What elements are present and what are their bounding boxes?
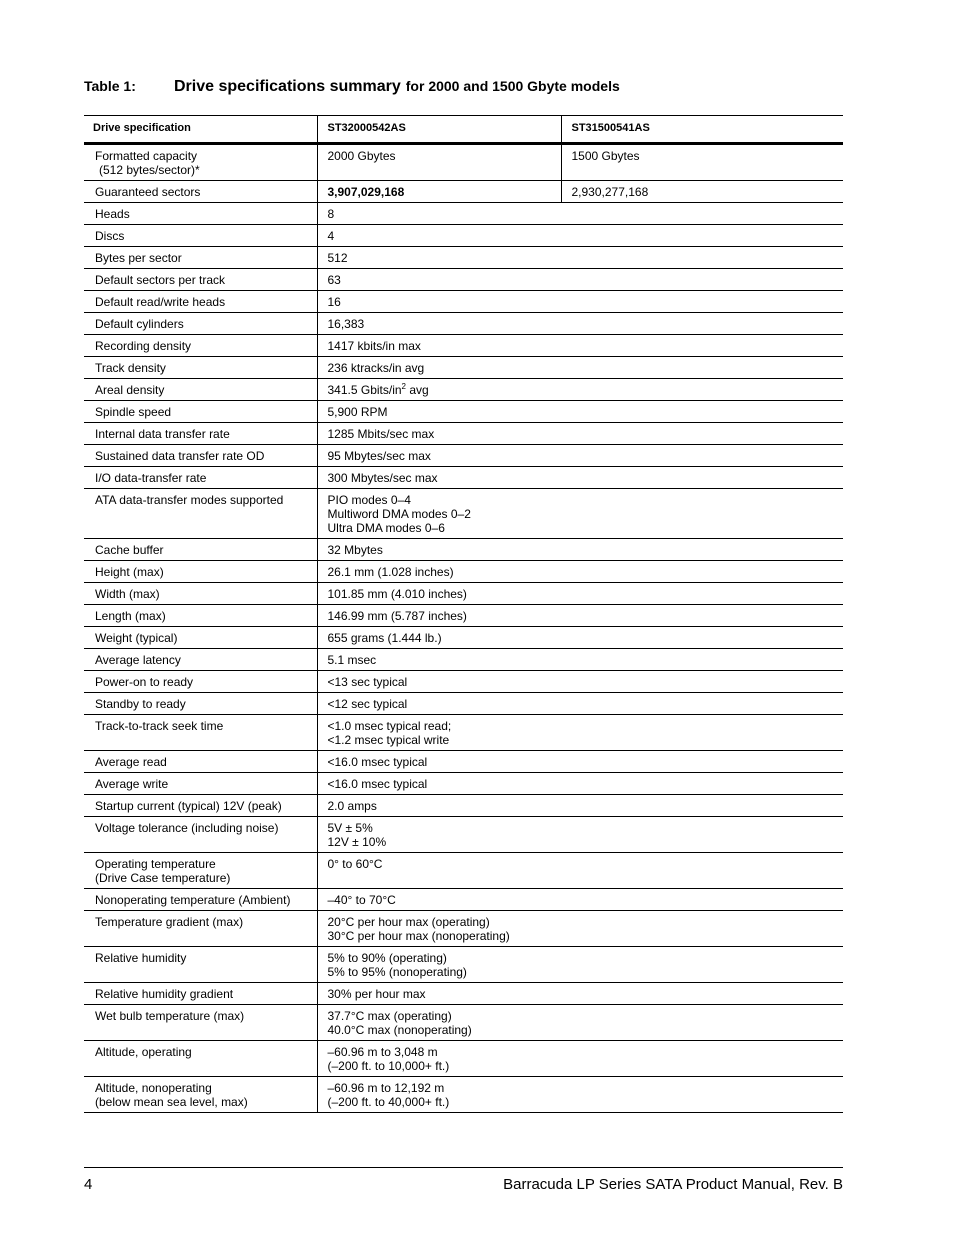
row-value: 0° to 60°C	[317, 853, 843, 889]
table-row	[84, 379, 843, 401]
row-value: <16.0 msec typical	[317, 773, 843, 795]
cell-line: –60.96 m to 12,192 m	[327, 1081, 445, 1095]
row-label: Altitude, operating	[84, 1041, 317, 1077]
row-value: 32 Mbytes	[317, 539, 843, 561]
table-row	[84, 1041, 843, 1077]
cell-line: <1.2 msec typical write	[327, 733, 450, 747]
table-row	[84, 817, 843, 853]
cell-line: 5V ± 5%	[327, 821, 373, 835]
row-label: Weight (typical)	[84, 627, 317, 649]
table-title: Drive specifications summary	[174, 78, 401, 95]
row-label: Track-to-track seek time	[84, 715, 317, 751]
row-label: Relative humidity	[84, 947, 317, 983]
row-value	[317, 379, 843, 401]
row-label: Standby to ready	[84, 693, 317, 715]
table-row	[84, 335, 843, 357]
cell-line: –60.96 m to 3,048 m	[327, 1045, 438, 1059]
row-value-model-a: 2000 Gbytes	[317, 144, 561, 181]
cell-line: Ultra DMA modes 0–6	[327, 521, 445, 535]
table-row	[84, 649, 843, 671]
row-value-model-b: 2,930,277,168	[561, 181, 843, 203]
row-label	[84, 144, 317, 181]
row-label: Average write	[84, 773, 317, 795]
cell-line: PIO modes 0–4	[327, 493, 411, 507]
row-label: Spindle speed	[84, 401, 317, 423]
row-value: 16	[317, 291, 843, 313]
cell-line: (Drive Case temperature)	[95, 871, 231, 885]
row-label: Default sectors per track	[84, 269, 317, 291]
table-row	[84, 539, 843, 561]
row-label: Nonoperating temperature (Ambient)	[84, 889, 317, 911]
row-value: 300 Mbytes/sec max	[317, 467, 843, 489]
row-value: 236 ktracks/in avg	[317, 357, 843, 379]
table-row	[84, 445, 843, 467]
table-row	[84, 357, 843, 379]
table-row	[84, 203, 843, 225]
row-value	[317, 1005, 843, 1041]
table-row	[84, 489, 843, 539]
row-label: Wet bulb temperature (max)	[84, 1005, 317, 1041]
row-label: Power-on to ready	[84, 671, 317, 693]
row-value	[317, 911, 843, 947]
row-value	[317, 947, 843, 983]
table-row	[84, 401, 843, 423]
table-row	[84, 269, 843, 291]
table-number: Table 1:	[84, 78, 136, 94]
table-row	[84, 467, 843, 489]
row-label: Width (max)	[84, 583, 317, 605]
table-row	[84, 561, 843, 583]
row-value: 26.1 mm (1.028 inches)	[317, 561, 843, 583]
row-label: Cache buffer	[84, 539, 317, 561]
row-label: Relative humidity gradient	[84, 983, 317, 1005]
cell-line: (below mean sea level, max)	[95, 1095, 248, 1109]
table-row	[84, 1077, 843, 1113]
row-label: Internal data transfer rate	[84, 423, 317, 445]
row-label: Sustained data transfer rate OD	[84, 445, 317, 467]
table-subtitle: for 2000 and 1500 Gbyte models	[405, 78, 620, 94]
table-row	[84, 583, 843, 605]
table-row	[84, 795, 843, 817]
table-header-row	[84, 116, 843, 144]
row-label: Startup current (typical) 12V (peak)	[84, 795, 317, 817]
cell-line: 30°C per hour max (nonoperating)	[327, 929, 510, 943]
row-value	[317, 489, 843, 539]
row-value: 63	[317, 269, 843, 291]
cell-line: 5% to 95% (nonoperating)	[327, 965, 467, 979]
table-row	[84, 693, 843, 715]
row-label: Areal density	[84, 379, 317, 401]
table-row	[84, 715, 843, 751]
row-label	[84, 853, 317, 889]
footer-divider	[84, 1167, 843, 1168]
row-value: 146.99 mm (5.787 inches)	[317, 605, 843, 627]
table-row	[84, 225, 843, 247]
header-model-st32000542as: ST32000542AS	[317, 116, 561, 144]
row-label: Length (max)	[84, 605, 317, 627]
row-value: 5,900 RPM	[317, 401, 843, 423]
table-caption	[84, 78, 844, 96]
row-value: 5.1 msec	[317, 649, 843, 671]
table-row	[84, 983, 843, 1005]
header-model-st31500541as: ST31500541AS	[561, 116, 843, 144]
cell-line: Operating temperature	[95, 857, 216, 871]
cell-line: Multiword DMA modes 0–2	[327, 507, 471, 521]
cell-line: (–200 ft. to 40,000+ ft.)	[327, 1095, 450, 1109]
row-value: –40° to 70°C	[317, 889, 843, 911]
row-value: 95 Mbytes/sec max	[317, 445, 843, 467]
row-value: <13 sec typical	[317, 671, 843, 693]
cell-line: <1.0 msec typical read;	[327, 719, 452, 733]
row-label: Track density	[84, 357, 317, 379]
row-label: Heads	[84, 203, 317, 225]
table-row	[84, 911, 843, 947]
page-number: 4	[84, 1176, 93, 1193]
row-label: Temperature gradient (max)	[84, 911, 317, 947]
row-value-model-a: 3,907,029,168	[317, 181, 561, 203]
table-row	[84, 671, 843, 693]
row-label: Recording density	[84, 335, 317, 357]
row-label: Voltage tolerance (including noise)	[84, 817, 317, 853]
row-label: Height (max)	[84, 561, 317, 583]
row-label: Default cylinders	[84, 313, 317, 335]
row-value	[317, 1041, 843, 1077]
table-row	[84, 313, 843, 335]
row-value: 1417 kbits/in max	[317, 335, 843, 357]
row-label	[84, 1077, 317, 1113]
row-value	[317, 817, 843, 853]
table-row	[84, 889, 843, 911]
table-row	[84, 947, 843, 983]
table-row	[84, 291, 843, 313]
table-row	[84, 423, 843, 445]
table-row	[84, 751, 843, 773]
row-value	[317, 1077, 843, 1113]
label-line: (512 bytes/sector)*	[99, 163, 200, 177]
row-label: I/O data-transfer rate	[84, 467, 317, 489]
row-label: Bytes per sector	[84, 247, 317, 269]
row-value: 512	[317, 247, 843, 269]
row-value: <16.0 msec typical	[317, 751, 843, 773]
table-row	[84, 605, 843, 627]
label-line: Formatted capacity	[95, 149, 198, 163]
table-row	[84, 181, 843, 203]
table-row	[84, 853, 843, 889]
row-label: Average latency	[84, 649, 317, 671]
table-row	[84, 144, 843, 181]
row-value: 30% per hour max	[317, 983, 843, 1005]
table-row	[84, 247, 843, 269]
value-exponent: 2	[401, 382, 406, 391]
cell-line: (–200 ft. to 10,000+ ft.)	[327, 1059, 450, 1073]
cell-line: 12V ± 10%	[327, 835, 387, 849]
cell-line: Altitude, nonoperating	[95, 1081, 212, 1095]
row-value: 655 grams (1.444 lb.)	[317, 627, 843, 649]
row-value: 4	[317, 225, 843, 247]
page-footer	[84, 1176, 843, 1193]
cell-line: 5% to 90% (operating)	[327, 951, 447, 965]
row-value: 8	[317, 203, 843, 225]
row-label: Default read/write heads	[84, 291, 317, 313]
table-row	[84, 773, 843, 795]
value-text: avg	[406, 383, 429, 397]
table-row	[84, 627, 843, 649]
table-row	[84, 1005, 843, 1041]
row-label: ATA data-transfer modes supported	[84, 489, 317, 539]
drive-specifications-table	[84, 115, 843, 1113]
cell-line: 37.7°C max (operating)	[327, 1009, 452, 1023]
value-text: 341.5 Gbits/in	[327, 383, 402, 397]
row-label: Discs	[84, 225, 317, 247]
row-value	[317, 715, 843, 751]
manual-title: Barracuda LP Series SATA Product Manual, Rev. B	[503, 1176, 843, 1193]
header-drive-specification: Drive specification	[84, 116, 317, 144]
row-value: 16,383	[317, 313, 843, 335]
cell-line: 40.0°C max (nonoperating)	[327, 1023, 472, 1037]
row-value: 2.0 amps	[317, 795, 843, 817]
row-value: 1285 Mbits/sec max	[317, 423, 843, 445]
row-label: Average read	[84, 751, 317, 773]
row-label: Guaranteed sectors	[84, 181, 317, 203]
row-value-model-b: 1500 Gbytes	[561, 144, 843, 181]
row-value: 101.85 mm (4.010 inches)	[317, 583, 843, 605]
cell-line: 20°C per hour max (operating)	[327, 915, 490, 929]
row-value: <12 sec typical	[317, 693, 843, 715]
